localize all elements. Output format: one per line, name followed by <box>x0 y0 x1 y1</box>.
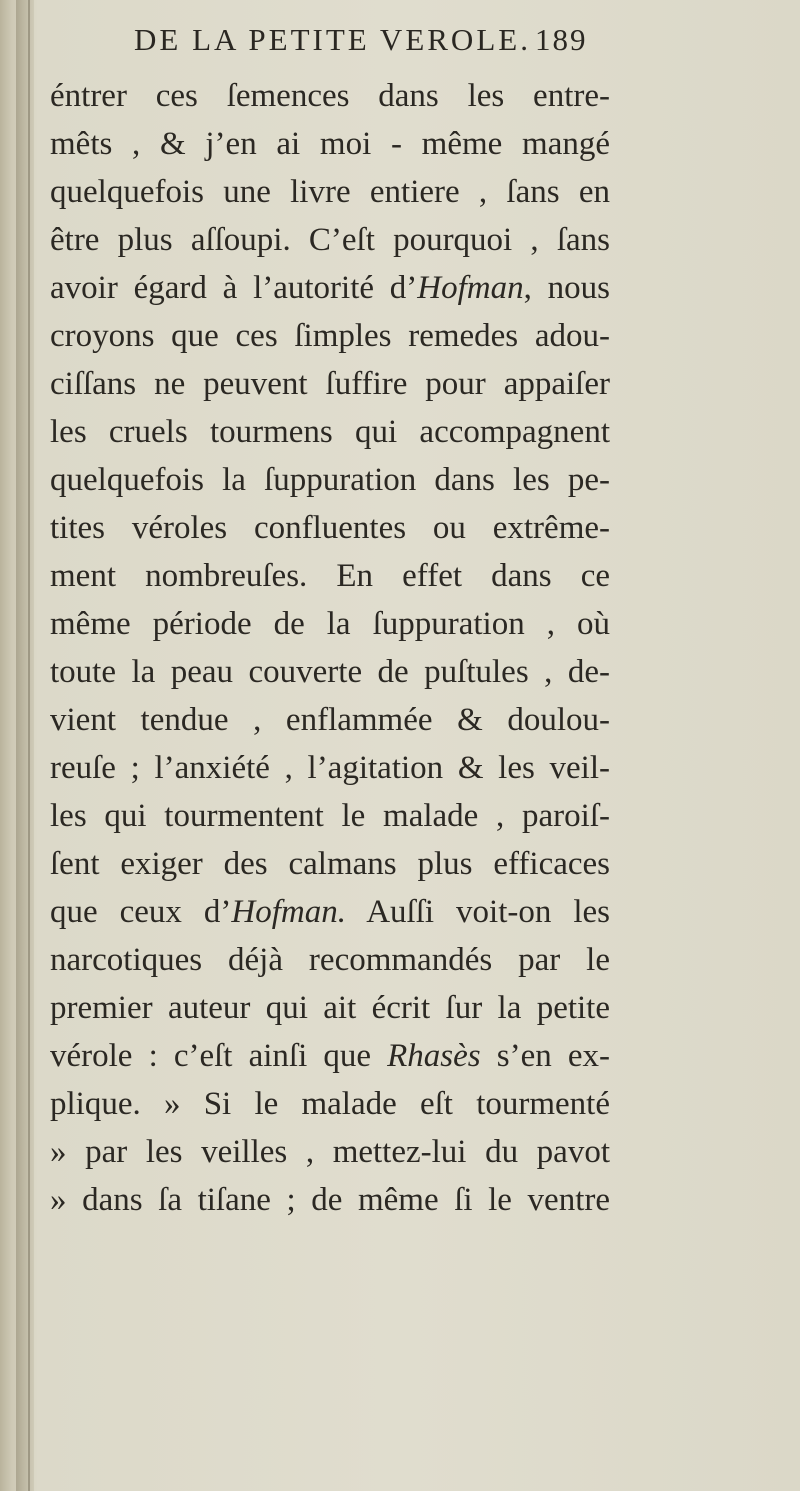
text-line <box>50 888 610 936</box>
text-segment: quelquefois la ſuppuration dans les pe- <box>50 462 610 498</box>
text-segment: vérole : c’eſt ainſi que <box>50 1038 388 1074</box>
text-line <box>50 1080 610 1128</box>
text-line <box>50 1176 610 1224</box>
text-segment: être plus aſſoupi. C’eſt pourquoi , ſans <box>50 222 610 258</box>
text-segment: » par les veilles , mettez-lui du pavot <box>50 1134 610 1170</box>
text-segment: plique. » Si le malade eſt tourmenté <box>50 1086 610 1122</box>
text-line <box>50 1128 610 1176</box>
text-line <box>50 696 610 744</box>
body-text <box>50 72 610 1224</box>
text-line <box>50 264 610 312</box>
italic-name: Hofman. <box>231 894 347 930</box>
text-segment: quelquefois une livre entiere , ſans en <box>50 174 610 210</box>
text-segment: toute la peau couverte de puſtules , de- <box>50 654 610 690</box>
page-gutter-shadow <box>16 0 34 1491</box>
text-segment: premier auteur qui ait écrit ſur la petite <box>50 990 610 1026</box>
text-line <box>50 504 610 552</box>
text-line <box>50 1032 610 1080</box>
text-segment: éntrer ces ſemences dans les entre- <box>50 78 610 114</box>
text-line <box>50 840 610 888</box>
text-segment: , nous <box>523 270 611 306</box>
text-line <box>50 72 610 120</box>
text-line <box>50 552 610 600</box>
text-line <box>50 216 610 264</box>
text-segment: » dans ſa tiſane ; de même ſi le ventre <box>50 1182 610 1218</box>
text-segment: mêts , & j’en ai moi - même mangé <box>50 126 610 162</box>
italic-name: Rhasès <box>387 1038 481 1074</box>
text-segment: les cruels tourmens qui accompagnent <box>50 414 610 450</box>
text-line <box>50 456 610 504</box>
text-segment: que ceux d’ <box>50 894 232 930</box>
text-segment: ciſſans ne peuvent ſuffire pour appaiſer <box>50 366 610 402</box>
page-binding-edge <box>28 0 30 1491</box>
text-segment: reuſe ; l’anxiété , l’agitation & les veil- <box>50 750 610 786</box>
text-segment: ſent exiger des calmans plus efficaces <box>50 846 610 882</box>
text-segment: Auſſi voit-on les <box>346 894 610 930</box>
text-line <box>50 744 610 792</box>
text-segment: vient tendue , enflammée & doulou- <box>50 702 610 738</box>
text-segment: les qui tourmentent le malade , paroiſ- <box>50 798 610 834</box>
text-line <box>50 120 610 168</box>
page-number: 189 <box>535 22 588 57</box>
text-segment: ment nombreuſes. En effet dans ce <box>50 558 610 594</box>
page-header <box>0 22 800 66</box>
text-line <box>50 168 610 216</box>
running-title: DE LA PETITE VEROLE. <box>134 22 531 57</box>
text-segment: même période de la ſuppuration , où <box>50 606 610 642</box>
text-line <box>50 936 610 984</box>
text-segment: avoir égard à l’autorité d’ <box>50 270 418 306</box>
text-line <box>50 792 610 840</box>
text-line <box>50 600 610 648</box>
italic-name: Hofman <box>417 270 524 306</box>
text-segment: croyons que ces ſimples remedes adou- <box>50 318 610 354</box>
text-line <box>50 984 610 1032</box>
text-line <box>50 312 610 360</box>
text-line <box>50 408 610 456</box>
text-segment: narcotiques déjà recommandés par le <box>50 942 610 978</box>
text-line <box>50 648 610 696</box>
text-line <box>50 360 610 408</box>
text-segment: tites véroles confluentes ou extrême- <box>50 510 610 546</box>
text-segment: s’en ex- <box>480 1038 610 1074</box>
